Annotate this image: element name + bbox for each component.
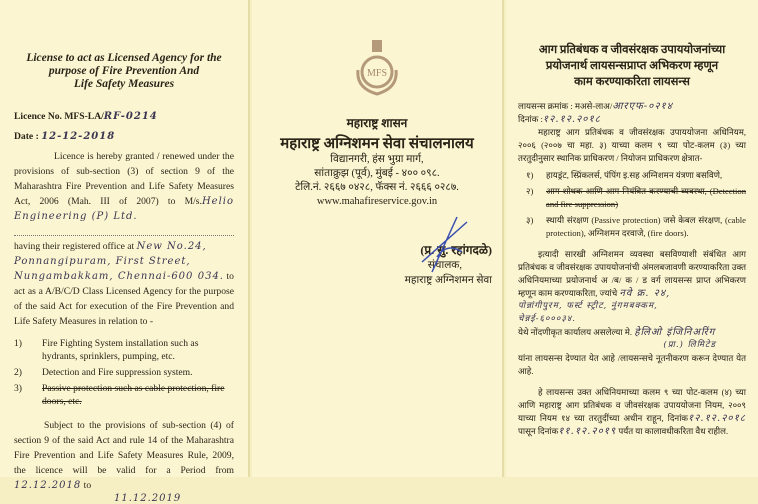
address-line: सांताक्रुझ (पूर्व), मुंबई - ४०० ०९८. — [314, 168, 440, 179]
address-line: विद्यानगरी, हंस भुग्रा मार्ग, — [330, 154, 424, 165]
list-item: २) आग शोधक आणि आग नियंत्रित करण्याची व्यवस्था, (Detection and fire suppression) — [526, 186, 746, 209]
department-name: महाराष्ट्र अग्निशमन सेवा संचालनालय — [280, 136, 474, 152]
website-link[interactable]: www.mahafireservice.gov.in — [316, 196, 438, 207]
grant-statement: यांना लायसन्स देण्यात येत आहे /लायसन्सचे नूतनीकरण करून देण्यात येत आहे. — [518, 353, 746, 376]
government-name: महाराष्ट्र शासन — [346, 116, 408, 130]
validity-paragraph: Subject to the provisions of sub-section (4) of section 9 of the said Act and rule 14 of the Maharashtra Fire Prevention and Life Safety Measures Rule, 2009, the licence will be valid for a Period from 12.12.2018 to — [14, 420, 234, 491]
authority-panel — [252, 0, 504, 477]
phone-fax: टेलि.नं. २६६७ ०४२८, फॅक्स नं. २६६६ ०२८७. — [295, 182, 459, 193]
valid-to-date: 11.12.2019 — [114, 493, 182, 504]
marathi-title: आग प्रतिबंधक व जीवसंरक्षक उपाययोजनांच्या प्रयोजनार्थ लायसन्सप्राप्त अभिकरण म्हणून काम करण्याकरिता लायसन्स — [538, 44, 726, 88]
address-line: Ponnangipuram, First Street, — [14, 256, 191, 267]
list-item: ३) स्थायी संरक्षण (Passive protection) जसे केबल संरक्षण, (cable protection), अग्निशमन दरवाजे, (fire doors). — [526, 215, 746, 238]
signature-icon — [412, 212, 472, 282]
scope-paragraph: इत्यादी सारखी अग्निशमन व्यवस्था बसविण्याशी संबंधित आग प्रतिबंधक व जीवसंरक्षक उपाययोजनांची अंमलबजावणी करण्याकरिता उक्त अधिनियमाच्या प्रयोजनार्थ अ /ब/ क / ड वर्ग लायसन्स प्राप्त अभिकरण म्हणून काम करण्याकरिता, ज्यांचे नवे क्र. २४, — [518, 249, 746, 299]
address-line: चेन्नई-६०००३४. — [518, 314, 577, 324]
licence-date: Date : 12-12-2018 — [14, 131, 116, 142]
mfs-emblem-icon — [354, 40, 400, 98]
registered-office: येथे नोंदणीकृत कार्यालय असलेल्या मे. हेलिओ इंजिनिअरिंग — [518, 327, 716, 338]
scope-list — [518, 169, 746, 240]
licence-number: लायसन्स क्रमांक : मअसे-लाअ/आरएफ-०२१४ — [518, 101, 673, 112]
company-name: (प्रा.) लिमिटेड — [663, 340, 716, 350]
registered-office: having their registered office at New No.24, — [14, 241, 207, 252]
grant-paragraph: महाराष्ट्र आग प्रतिबंधक व जीवसंरक्षक उपाययोजना अधिनियम, २००६ (२००७ चा महा. ३) याच्या कलम ९ च्या पोट-कलम (३) च्या तरतुदीनुसार स्थानिक प्राधिकरण / नियोजन प्राधिकरण क्षेत्रात- — [518, 127, 746, 163]
list-item: 3) Passive protection such as cable protection, fire doors, etc. — [14, 383, 225, 407]
scope-list — [14, 337, 234, 408]
licence-title: License to act as Licensed Agency for the purpose of Fire Prevention And Life Safety Measures — [26, 52, 222, 90]
english-licence-panel — [0, 0, 250, 504]
validity-paragraph: हे लायसन्स उक्त अधिनियमाच्या कलम ९ च्या पोट-कलम (४) च्या आणि महाराष्ट्र आग प्रतिबंधक व जीवसंरक्षक उपाययोजना नियम, २००९ याच्या नियम १४ च्या तरतुदींच्या अधीन राहून, दिनांक१२.१२.२०१८ पासून दिनांक११.१२.२०१९ पर्यंत या कालावधीकरिता वैध राहील. — [518, 387, 746, 437]
licence-number: Licence No. MFS-LA/RF-0214 — [14, 111, 158, 122]
list-item: १) हायड्रंट, स्प्रिंकलर्स, पंपिंग इ.सह अग्निशमन यंत्रणा बसविणे, — [526, 170, 723, 180]
address-purpose: Nungambakkam, Chennai-600 034. to act as a A/B/C/D Class Licensed Agency for the purpose of the said Act for execution of the Fire Prevention and Life Safety Measures in relation to - — [14, 271, 234, 327]
grant-paragraph: Licence is hereby granted / renewed under the provisions of sub-section (3) of section 9 of the Maharashtra Fire Prevention and Life Safety Measures Act, 2006 (Mah. III of 2007) to M/s.Helio Engineering (P) Ltd. — [14, 151, 234, 222]
svg-text:MFS: MFS — [366, 68, 388, 79]
list-item: 1) Fire Fighting System installation such as hydrants, sprinklers, pumping, etc. — [14, 338, 199, 362]
address-line: पोन्नांगीपुरम, फर्स्ट स्ट्रीट, नुंगमबक्कम, — [518, 301, 658, 311]
list-item: 2) Detection and Fire suppression system. — [14, 367, 193, 378]
licence-date: दिनांक :१२.१२.२०१८ — [518, 114, 601, 125]
marathi-licence-panel — [506, 0, 758, 477]
signatory: (प्र. सु. रहांगदळे) संचालक, महाराष्ट्र अग्निशमन सेवा — [404, 243, 492, 286]
